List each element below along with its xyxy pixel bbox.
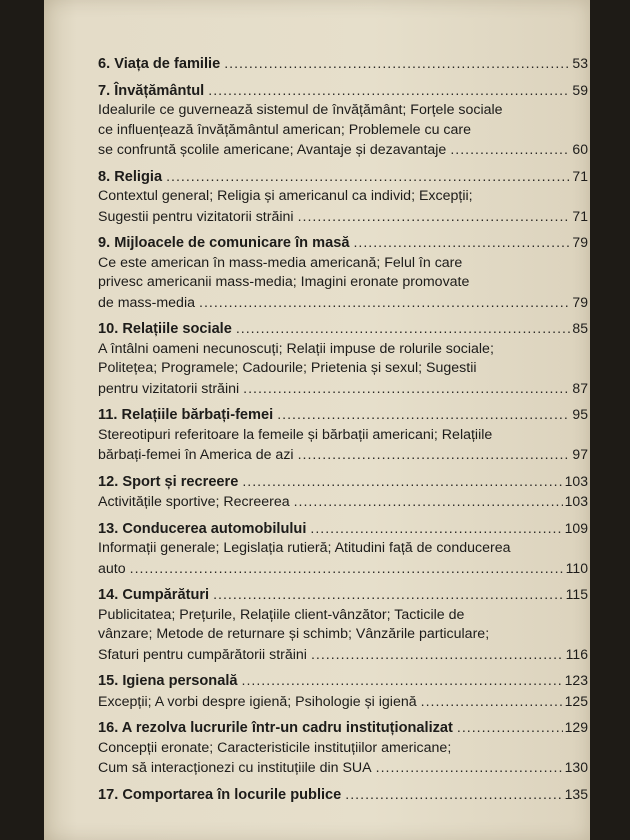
subtopics-text: Contextul general; Religia și americanul ca individ; Excepții; xyxy=(98,188,473,204)
chapter-title: 12. Sport și recreere xyxy=(98,473,239,490)
subtopics-text: Concepții eronate; Caracteristicile instituțiilor americane; xyxy=(98,739,452,756)
chapter-title: 8. Religia xyxy=(98,168,163,185)
toc-entry xyxy=(98,405,588,466)
dot-leader xyxy=(298,446,571,466)
dot-leader xyxy=(450,141,570,161)
subtopics-text: ce influențează învățământul american; Problemele cu care xyxy=(98,121,472,138)
page-number: 115 xyxy=(565,586,588,602)
subtopics-line xyxy=(98,692,588,713)
subtopics-line xyxy=(98,293,588,314)
subtopics-line xyxy=(98,739,588,759)
dot-leader xyxy=(213,586,564,606)
subtopics-text: Sfaturi pentru cumpărătorii străini xyxy=(98,646,307,663)
subtopics-text: Stereotipuri referitoare la femeile și bărbații americani; Relațiile xyxy=(98,426,493,443)
dot-leader xyxy=(277,406,570,426)
subtopics-text: pentru vizitatorii străini xyxy=(98,380,240,397)
dot-leader xyxy=(376,759,563,779)
subtopics-line xyxy=(98,445,588,466)
dot-leader xyxy=(311,646,564,666)
toc-entry-title-line xyxy=(98,519,588,540)
toc-entry xyxy=(98,54,588,75)
subtopics-line xyxy=(98,492,588,513)
toc-entry-title-line xyxy=(98,585,588,606)
subtopics-line xyxy=(98,379,588,400)
page-number: 129 xyxy=(564,719,588,735)
page-number: 79 xyxy=(572,234,588,250)
page-number: 87 xyxy=(572,379,588,396)
subtopics-text: Excepții; A vorbi despre igienă; Psihologie și igienă xyxy=(98,693,417,710)
dot-leader xyxy=(199,294,570,314)
subtopics-text: privesc americanii mass-media; Imagini eronate promovate xyxy=(98,274,470,290)
chapter-title: 15. Igiena personală xyxy=(98,673,238,689)
subtopics-line xyxy=(98,273,588,293)
subtopics-text: Politețea; Programele; Cadourile; Prietenia și sexul; Sugestii xyxy=(98,360,477,376)
subtopics-text: auto xyxy=(98,560,126,577)
chapter-title: 14. Cumpărături xyxy=(98,587,210,603)
subtopics-text: Informații generale; Legislația rutieră; Atitudini față de conducerea xyxy=(98,540,511,556)
toc-entry xyxy=(98,585,588,665)
page-number: 60 xyxy=(572,141,588,157)
toc-entry-title-line xyxy=(98,405,588,426)
subtopics-text: vânzare; Metode de returnare și schimb; Vânzările particulare; xyxy=(98,626,490,642)
subtopics-text: Sugestii pentru vizitatorii străini xyxy=(98,208,294,225)
page-number: 59 xyxy=(572,81,588,98)
chapter-title: 10. Relațiile sociale xyxy=(98,321,232,337)
page-number: 71 xyxy=(572,167,588,184)
subtopics-text: Publicitatea; Prețurile, Relațiile client-vânzător; Tacticile de xyxy=(98,606,465,623)
subtopics-text: Idealurile ce guvernează sistemul de învățământ; Forțele sociale xyxy=(98,102,503,118)
toc-entry-title-line xyxy=(98,785,588,806)
dot-leader xyxy=(298,208,571,228)
subtopics-line xyxy=(98,140,588,161)
subtopics-line xyxy=(98,426,588,446)
dot-leader xyxy=(345,786,562,806)
page-number: 103 xyxy=(564,472,588,489)
subtopics-line xyxy=(98,606,588,626)
dot-leader xyxy=(242,473,562,493)
subtopics-text: de mass-media xyxy=(98,294,195,311)
toc-entry-title-line xyxy=(98,81,588,102)
dot-leader xyxy=(243,380,570,400)
chapter-title: 17. Comportarea în locurile publice xyxy=(98,786,342,803)
subtopics-line xyxy=(98,207,588,228)
subtopics-line xyxy=(98,187,588,207)
toc-entry-title-line xyxy=(98,54,588,75)
page-number: 110 xyxy=(565,559,588,576)
toc-entry-title-line xyxy=(98,718,588,739)
chapter-title: 9. Mijloacele de comunicare în masă xyxy=(98,235,350,251)
chapter-title: 6. Viața de familie xyxy=(98,56,221,72)
toc-entry-title-line xyxy=(98,472,588,493)
subtopics-text: Cum să interacționezi cu instituțiile din SUA xyxy=(98,760,372,776)
page-number: 97 xyxy=(572,446,588,462)
toc-entry-title-line xyxy=(98,167,588,188)
subtopics-line xyxy=(98,758,588,779)
subtopics-text: bărbați-femei în America de azi xyxy=(98,447,294,463)
toc-entry xyxy=(98,671,588,712)
page-number: 125 xyxy=(564,692,588,709)
toc-entry xyxy=(98,519,588,580)
subtopics-text: Activitățile sportive; Recreerea xyxy=(98,494,290,510)
toc-entry xyxy=(98,81,588,161)
dot-leader xyxy=(236,320,571,340)
toc-entry xyxy=(98,167,588,228)
book-page xyxy=(44,0,590,840)
chapter-title: 11. Relațiile bărbați-femei xyxy=(98,407,274,423)
page-number: 116 xyxy=(565,645,588,662)
subtopics-line xyxy=(98,625,588,645)
dot-leader xyxy=(224,55,570,75)
page-number: 109 xyxy=(564,519,588,536)
page-number: 85 xyxy=(572,320,588,336)
toc-entry-title-line xyxy=(98,233,588,254)
chapter-title: 13. Conducerea automobilului xyxy=(98,520,307,537)
toc-entry xyxy=(98,785,588,806)
page-number: 53 xyxy=(572,55,588,71)
page-number: 71 xyxy=(572,207,588,224)
dot-leader xyxy=(457,719,563,739)
toc-entry-title-line xyxy=(98,319,588,340)
toc-entry xyxy=(98,718,588,779)
toc-entry xyxy=(98,233,588,313)
page-number: 123 xyxy=(564,672,588,688)
dot-leader xyxy=(130,560,564,580)
dot-leader xyxy=(208,82,570,102)
dot-leader xyxy=(294,493,563,513)
chapter-title: 7. Învățământul xyxy=(98,82,205,99)
toc-entry xyxy=(98,319,588,399)
chapter-title: 16. A rezolva lucrurile într-un cadru instituționalizat xyxy=(98,720,453,736)
dot-leader xyxy=(353,234,570,254)
subtopics-text: se confruntă școlile americane; Avantaje și dezavantaje xyxy=(98,142,447,158)
subtopics-line xyxy=(98,645,588,666)
page-number: 103 xyxy=(564,493,588,509)
page-number: 79 xyxy=(572,293,588,310)
dot-leader xyxy=(310,520,562,540)
subtopics-line xyxy=(98,559,588,580)
subtopics-line xyxy=(98,340,588,360)
table-of-contents xyxy=(98,54,588,811)
subtopics-text: Ce este american în mass-media americană; Felul în care xyxy=(98,254,463,271)
toc-entry-title-line xyxy=(98,671,588,692)
page-number: 135 xyxy=(564,785,588,802)
dot-leader xyxy=(242,672,563,692)
subtopics-line xyxy=(98,254,588,274)
subtopics-line xyxy=(98,539,588,559)
dot-leader xyxy=(166,168,570,188)
page-number: 95 xyxy=(572,406,588,422)
subtopics-line xyxy=(98,359,588,379)
toc-entry xyxy=(98,472,588,513)
dot-leader xyxy=(421,693,563,713)
subtopics-text: A întâlni oameni necunoscuți; Relații impuse de rolurile sociale; xyxy=(98,340,494,357)
subtopics-line xyxy=(98,101,588,121)
subtopics-line xyxy=(98,121,588,141)
page-number: 130 xyxy=(564,759,588,775)
